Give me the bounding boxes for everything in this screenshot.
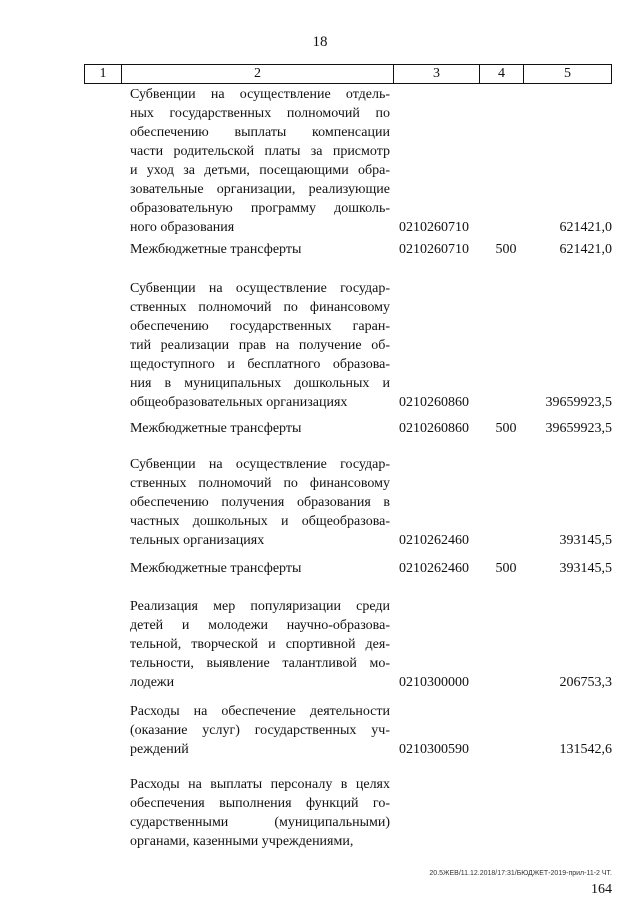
description-line: Расходы на обеспечение деятельности bbox=[130, 704, 390, 719]
column-header-2: 2 bbox=[121, 65, 393, 83]
row-target-code: 0210260860 bbox=[399, 395, 469, 410]
description-line: Субвенции на осуществление государ- bbox=[130, 457, 390, 472]
row-description bbox=[130, 240, 390, 259]
description-line: Межбюджетные трансферты bbox=[130, 561, 302, 576]
row-description bbox=[130, 702, 390, 759]
description-line: щедоступного и бесплатного образова- bbox=[130, 357, 390, 372]
row-target-code: 0210262460 bbox=[399, 561, 469, 576]
row-description bbox=[130, 419, 390, 438]
description-line: детей и молодежи научно-образова- bbox=[130, 618, 390, 633]
row-expense-kind: 500 bbox=[495, 561, 517, 576]
row-target-code: 0210262460 bbox=[399, 533, 469, 548]
description-line: тий реализации прав на получение об- bbox=[130, 338, 390, 353]
row-amount: 206753,3 bbox=[559, 675, 612, 690]
description-line: ственных полномочий по финансовому bbox=[130, 476, 390, 491]
description-line: (оказание услуг) государственных уч- bbox=[130, 723, 390, 738]
description-line: органами, казенными учреждениями, bbox=[130, 834, 354, 849]
row-target-code: 0210260710 bbox=[399, 220, 469, 235]
document-footer-meta: 20.5ЖЕВ/11.12.2018/17:31/БЮДЖЕТ-2019-прил-11-2 ЧТ. bbox=[429, 870, 612, 877]
description-line: Межбюджетные трансферты bbox=[130, 421, 302, 436]
description-line: обеспечения выполнения функций го- bbox=[130, 796, 390, 811]
description-line: образовательную программу дошколь- bbox=[130, 201, 390, 216]
description-line: Субвенции на осуществление государ- bbox=[130, 281, 390, 296]
row-amount: 621421,0 bbox=[559, 220, 612, 235]
row-target-code: 0210260860 bbox=[399, 421, 469, 436]
page-number: 18 bbox=[312, 34, 328, 50]
description-line: ного образования bbox=[130, 220, 235, 235]
footer-page-number: 164 bbox=[591, 882, 612, 897]
description-line: и уход за детьми, посещающими обра- bbox=[130, 163, 390, 178]
row-amount: 131542,6 bbox=[559, 742, 612, 757]
description-line: обеспечению выплаты компенсации bbox=[130, 125, 390, 140]
description-line: обеспечению государственных гаран- bbox=[130, 319, 390, 334]
description-line: ственных полномочий по финансовому bbox=[130, 300, 390, 315]
description-line: лодежи bbox=[130, 675, 175, 690]
description-line: части родительской платы за присмотр bbox=[130, 144, 390, 159]
row-description bbox=[130, 455, 390, 550]
description-line: реждений bbox=[130, 742, 189, 757]
description-line: обеспечению получения образования в bbox=[130, 495, 390, 510]
row-description bbox=[130, 279, 390, 412]
row-target-code: 0210300000 bbox=[399, 675, 469, 690]
row-description bbox=[130, 559, 390, 578]
row-expense-kind: 500 bbox=[495, 242, 517, 257]
column-header-4: 4 bbox=[479, 65, 523, 83]
description-line: ных государственных полномочий по bbox=[130, 106, 390, 121]
row-amount: 393145,5 bbox=[559, 561, 612, 576]
column-header-5: 5 bbox=[523, 65, 611, 83]
description-line: сударственными (муниципальными) bbox=[130, 815, 390, 830]
description-line: Субвенции на осуществление отдель- bbox=[130, 87, 390, 102]
description-line: ния в муниципальных дошкольных и bbox=[130, 376, 390, 391]
row-amount: 39659923,5 bbox=[545, 421, 612, 436]
description-line: Реализация мер популяризации среди bbox=[130, 599, 390, 614]
column-header-table bbox=[84, 64, 612, 84]
row-expense-kind: 500 bbox=[495, 421, 517, 436]
row-description bbox=[130, 775, 390, 851]
row-amount: 39659923,5 bbox=[545, 395, 612, 410]
row-description bbox=[130, 85, 390, 237]
description-line: Расходы на выплаты персоналу в целях bbox=[130, 777, 390, 792]
row-target-code: 0210300590 bbox=[399, 742, 469, 757]
row-target-code: 0210260710 bbox=[399, 242, 469, 257]
description-line: общеобразовательных организациях bbox=[130, 395, 348, 410]
row-amount: 621421,0 bbox=[559, 242, 612, 257]
description-line: зовательные организации, реализующие bbox=[130, 182, 390, 197]
row-description bbox=[130, 597, 390, 692]
description-line: Межбюджетные трансферты bbox=[130, 242, 302, 257]
column-header-3: 3 bbox=[393, 65, 479, 83]
row-amount: 393145,5 bbox=[559, 533, 612, 548]
description-line: тельной, творческой и спортивной дея- bbox=[130, 637, 390, 652]
column-header-1: 1 bbox=[99, 66, 107, 81]
description-line: тельности, выявление талантливой мо- bbox=[130, 656, 390, 671]
description-line: частных дошкольных и общеобразова- bbox=[130, 514, 390, 529]
description-line: тельных организациях bbox=[130, 533, 265, 548]
